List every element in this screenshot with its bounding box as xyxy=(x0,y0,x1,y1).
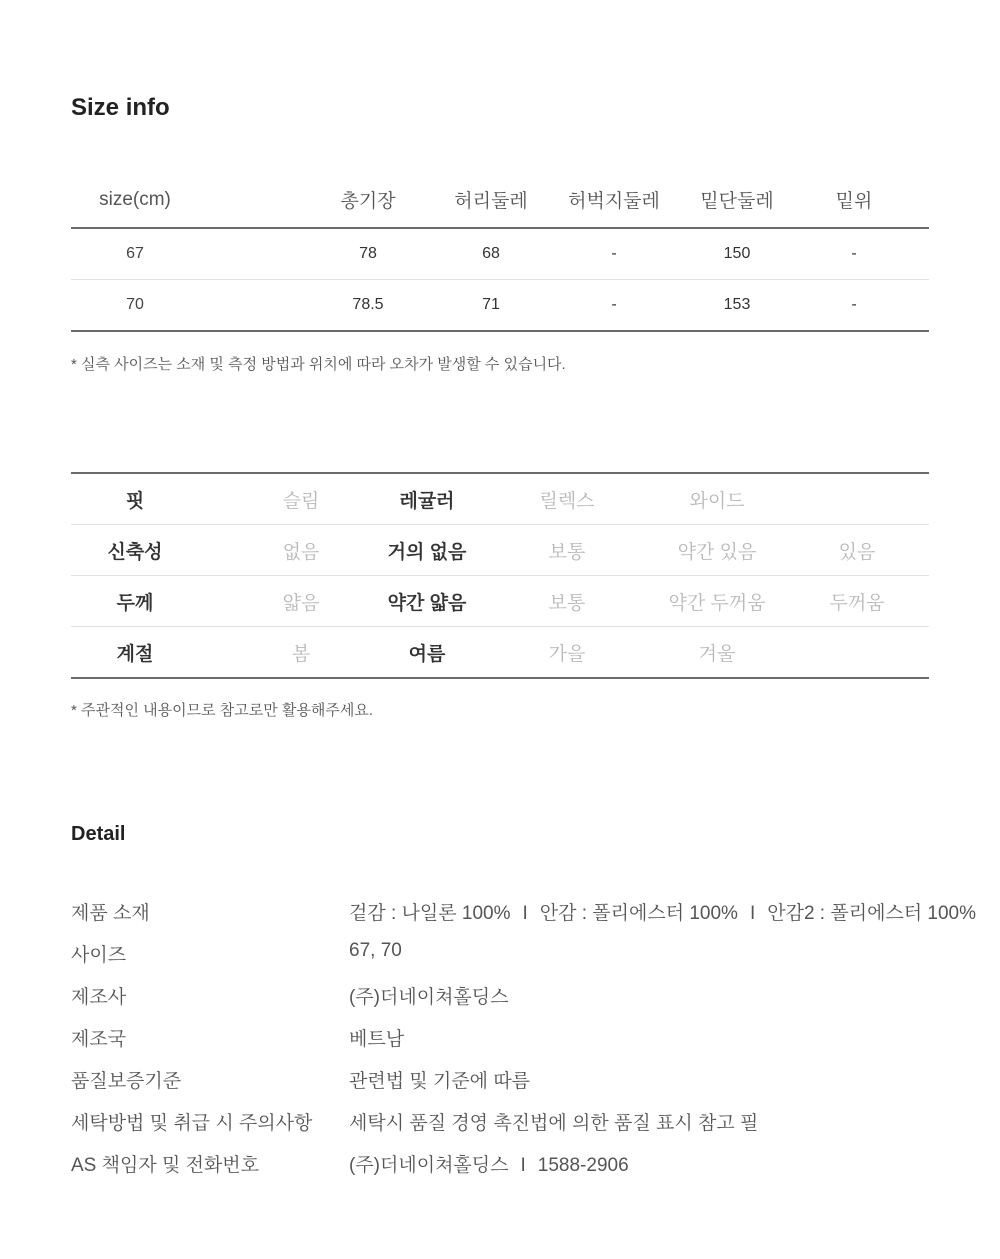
size-table xyxy=(71,172,929,332)
detail-key: 제품 소재 xyxy=(71,903,150,924)
fit-option: 릴렉스 xyxy=(539,490,595,512)
detail-key: 사이즈 xyxy=(71,945,127,966)
separator: I xyxy=(520,1155,526,1176)
detail-row-material xyxy=(71,898,977,940)
size-header-hem: 밑단둘레 xyxy=(700,191,774,212)
detail-value-part: 안감2 : 폴리에스터 100% xyxy=(767,903,977,924)
detail-key: 품질보증기준 xyxy=(71,1071,182,1092)
fit-option-selected: 거의 없음 xyxy=(387,541,467,563)
fit-option xyxy=(807,474,907,524)
size-cell: 70 xyxy=(126,296,144,313)
detail-value: 관련법 및 기준에 따름 xyxy=(349,1071,531,1092)
size-cell: - xyxy=(851,245,857,262)
separator: I xyxy=(522,903,528,924)
size-cell: 78.5 xyxy=(352,296,384,313)
fit-label: 두께 xyxy=(116,592,154,614)
detail-key: 제조국 xyxy=(71,1029,127,1050)
detail-value: 베트남 xyxy=(349,1029,405,1050)
detail-key: 제조사 xyxy=(71,987,127,1008)
detail-row-country xyxy=(71,1024,941,1066)
fit-option: 와이드 xyxy=(689,490,745,512)
fit-option-selected: 약간 얇음 xyxy=(387,592,467,614)
detail-row-size xyxy=(71,940,941,982)
detail-row-warranty xyxy=(71,1066,941,1108)
detail-value: (주)더네이쳐홀딩스 xyxy=(349,987,509,1008)
size-header-waist: 허리둘레 xyxy=(454,191,528,212)
size-cell: 67 xyxy=(126,245,144,262)
detail-row-care xyxy=(71,1108,941,1150)
fit-option: 얇음 xyxy=(282,592,320,614)
detail-value: 67, 70 xyxy=(349,940,402,961)
fit-option: 없음 xyxy=(282,541,320,563)
fit-option: 두꺼움 xyxy=(829,592,885,614)
size-cell: - xyxy=(851,296,857,313)
size-cell: - xyxy=(611,245,617,262)
size-row xyxy=(71,229,929,280)
size-cell: 150 xyxy=(723,245,751,262)
detail-value xyxy=(349,898,976,925)
size-info-title: Size info xyxy=(71,94,170,121)
detail-list xyxy=(71,898,977,1192)
fit-option-selected: 레귤러 xyxy=(399,490,455,512)
detail-value-part: 안감 : 폴리에스터 100% xyxy=(539,903,738,924)
fit-row-thickness xyxy=(71,576,929,627)
size-cell: 78 xyxy=(359,245,377,262)
detail-row-as-contact xyxy=(71,1150,941,1192)
detail-value-part: 겉감 : 나일론 100% xyxy=(349,903,511,924)
fit-option: 보통 xyxy=(548,592,586,614)
size-row xyxy=(71,280,929,332)
fit-option: 있음 xyxy=(838,541,876,563)
fit-label: 계절 xyxy=(116,643,154,665)
fit-label: 핏 xyxy=(125,490,145,512)
detail-key: 세탁방법 및 취급 시 주의사항 xyxy=(71,1113,313,1134)
size-note: * 실측 사이즈는 소재 및 측정 방법과 위치에 따라 오차가 발생할 수 있습니다. xyxy=(71,356,566,373)
fit-label: 신축성 xyxy=(107,541,163,563)
fit-table xyxy=(71,472,929,679)
fit-option: 슬림 xyxy=(282,490,320,512)
size-cell: 153 xyxy=(723,296,751,313)
detail-value-part: (주)더네이쳐홀딩스 xyxy=(349,1155,509,1176)
fit-row-fit xyxy=(71,474,929,525)
fit-option: 약간 있음 xyxy=(677,541,757,563)
fit-option: 겨울 xyxy=(698,643,736,665)
size-header-size: size(cm) xyxy=(99,188,171,210)
detail-key: AS 책임자 및 전화번호 xyxy=(71,1155,260,1176)
size-table-header xyxy=(71,172,929,229)
fit-option: 약간 두꺼움 xyxy=(668,592,766,614)
fit-option: 가을 xyxy=(548,643,586,665)
fit-option: 보통 xyxy=(548,541,586,563)
size-cell: 68 xyxy=(482,245,500,262)
separator: I xyxy=(749,903,756,924)
detail-row-manufacturer xyxy=(71,982,941,1024)
detail-value xyxy=(349,1150,629,1177)
fit-option xyxy=(807,627,907,677)
fit-row-stretch xyxy=(71,525,929,576)
fit-note: * 주관적인 내용이므로 참고로만 활용해주세요. xyxy=(71,702,373,719)
size-header-rise: 밑위 xyxy=(835,191,873,212)
detail-title: Detail xyxy=(71,823,126,845)
size-cell: - xyxy=(611,296,617,313)
fit-row-season xyxy=(71,627,929,679)
fit-option-selected: 여름 xyxy=(408,643,446,665)
fit-option: 봄 xyxy=(291,643,311,665)
size-header-thigh: 허벅지둘레 xyxy=(568,191,660,212)
detail-value-part: 1588-2906 xyxy=(537,1155,629,1176)
detail-value: 세탁시 품질 경영 촉진법에 의한 품질 표시 참고 필 xyxy=(349,1113,759,1134)
size-header-total-length: 총기장 xyxy=(340,191,396,212)
size-cell: 71 xyxy=(482,296,500,313)
